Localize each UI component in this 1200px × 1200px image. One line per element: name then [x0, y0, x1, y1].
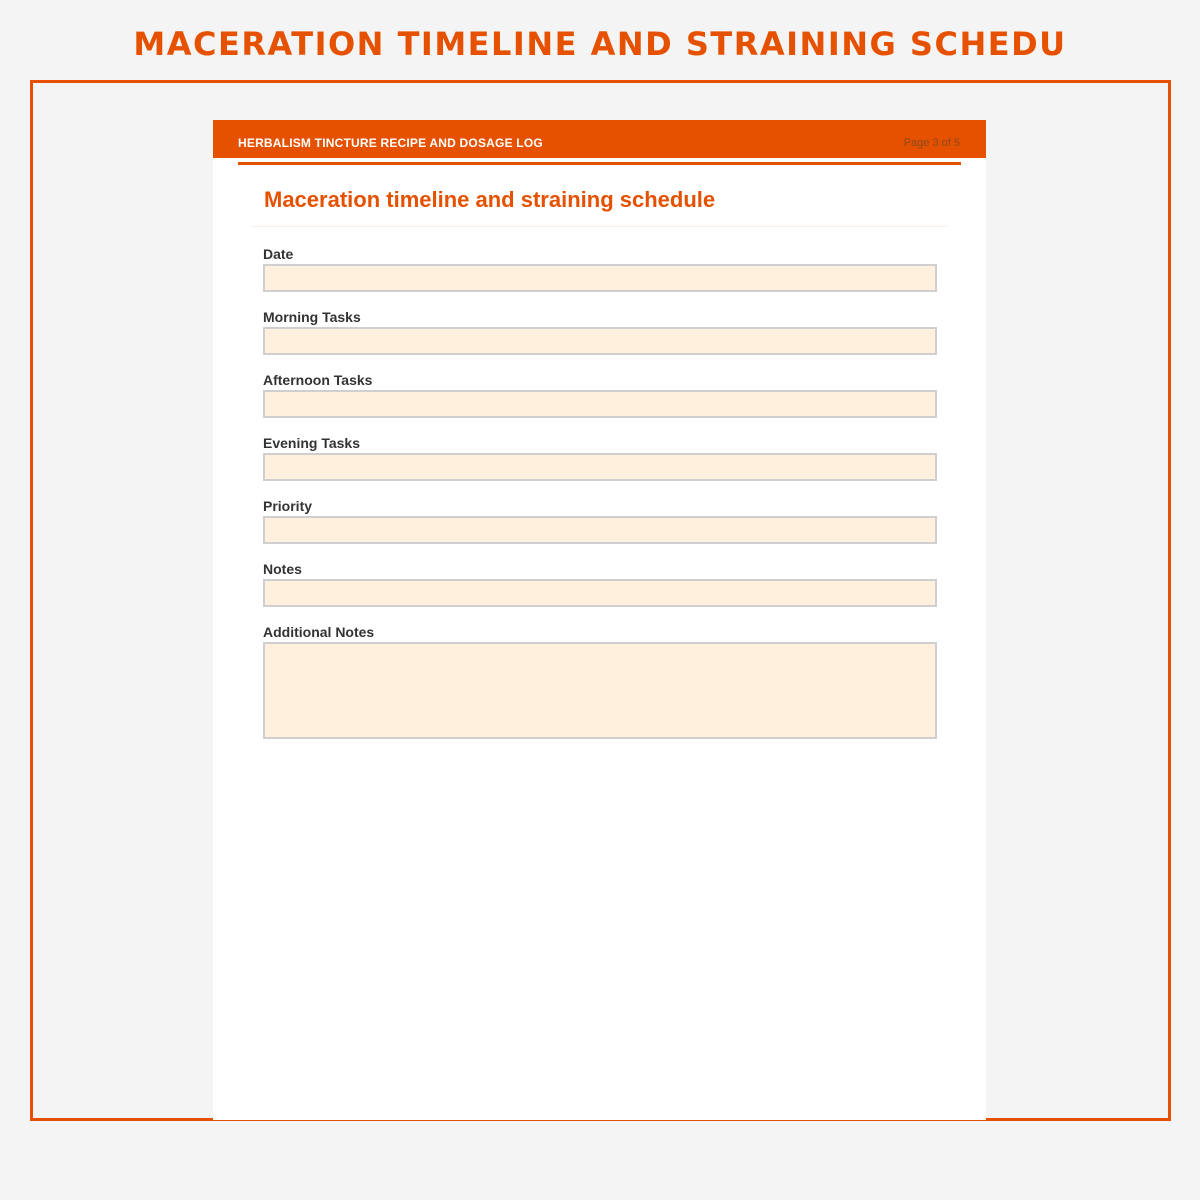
- afternoon-tasks-input[interactable]: [263, 390, 937, 418]
- afternoon-tasks-label: Afternoon Tasks: [263, 372, 373, 388]
- morning-tasks-field-group: [263, 309, 937, 372]
- document-page: [213, 120, 986, 1120]
- header-divider: [238, 162, 961, 165]
- document-header-bar: [213, 120, 986, 158]
- notes-label: Notes: [263, 561, 302, 577]
- page-indicator: Page 3 of 5: [903, 137, 960, 149]
- morning-tasks-input[interactable]: [263, 327, 937, 355]
- date-input[interactable]: [263, 264, 937, 292]
- additional-notes-field-group: [263, 624, 937, 739]
- additional-notes-textarea[interactable]: [263, 642, 937, 739]
- section-title: Maceration timeline and straining schedule: [264, 187, 716, 212]
- priority-input[interactable]: [263, 516, 937, 544]
- evening-tasks-label: Evening Tasks: [263, 435, 361, 451]
- evening-tasks-input[interactable]: [263, 453, 937, 481]
- afternoon-tasks-field-group: [263, 372, 937, 435]
- priority-field-group: [263, 498, 937, 561]
- notes-field-group: [263, 561, 937, 624]
- evening-tasks-field-group: [263, 435, 937, 498]
- morning-tasks-label: Morning Tasks: [263, 309, 361, 325]
- page-banner-title: MACERATION TIMELINE AND STRAINING SCHEDU: [133, 25, 1067, 63]
- notes-input[interactable]: [263, 579, 937, 607]
- schedule-form: [263, 246, 937, 739]
- document-header-title: HERBALISM TINCTURE RECIPE AND DOSAGE LOG: [238, 136, 543, 150]
- priority-label: Priority: [263, 498, 313, 514]
- section-divider: [251, 226, 948, 227]
- date-label: Date: [263, 246, 294, 262]
- additional-notes-label: Additional Notes: [263, 624, 375, 640]
- date-field-group: [263, 246, 937, 309]
